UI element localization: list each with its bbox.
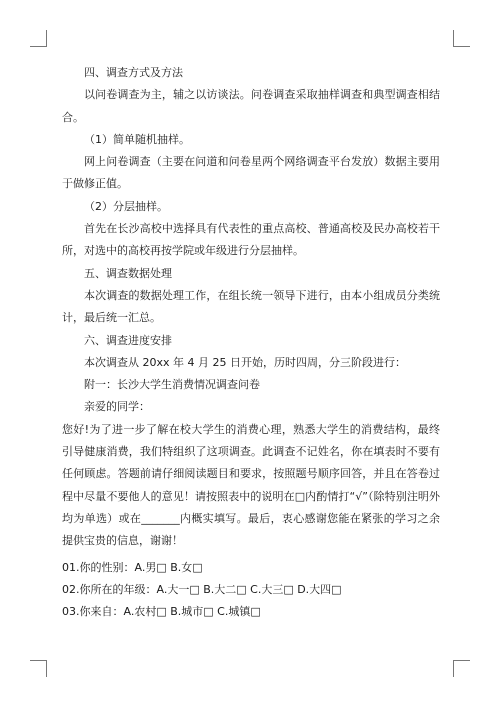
section-heading-schedule: 六、调查进度安排 bbox=[84, 333, 172, 347]
section-heading-data-processing: 五、调查数据处理 bbox=[84, 266, 172, 280]
subheading-random-sampling: （1）简单随机抽样。 bbox=[84, 132, 190, 146]
crop-mark-top-right bbox=[453, 30, 470, 47]
paragraph-data-processing: 本次调查的数据处理工作，在组长统一领导下进行，由本小组成员分类统计，最后统一汇总。 bbox=[62, 288, 440, 325]
question-origin: 03.你来自：A.农村□ B.城市□ C.城镇□ bbox=[62, 605, 261, 619]
document-body bbox=[62, 62, 440, 623]
paragraph-instructions: 您好!为了进一步了解在校大学生的消费心理，熟悉大学生的消费结构，最终引导健康消费，我们特组织了这项调查。此调查不记姓名，你在填表时不要有任何顾虑。答题前请仔细阅读题目和要求，按照题号顺序回答，并且在答卷过程中尽量不要他人的意见！请按照表中的说明在□内酌情打“√”（除特别注明外均为单选）或在_______内概实填写。最后，衷心感谢您能在紧张的学习之余提供宝贵的信息，谢谢！ bbox=[62, 422, 440, 548]
paragraph-methods: 以问卷调查为主，辅之以访谈法。问卷调查采取抽样调查和典型调查相结合。 bbox=[62, 88, 440, 124]
section-heading-methods: 四、调查方式及方法 bbox=[84, 66, 183, 79]
greeting: 亲爱的同学： bbox=[84, 400, 150, 414]
question-grade: 02.你所在的年级：A.大一□ B.大二□ C.大三□ D.大四□ bbox=[62, 582, 342, 596]
crop-mark-bottom-left bbox=[30, 660, 47, 677]
crop-mark-bottom-right bbox=[453, 660, 470, 677]
paragraph-schedule: 本次调查从 20xx 年 4 月 25 日开始，历时四周，分三阶段进行： bbox=[84, 355, 406, 369]
crop-mark-top-left bbox=[30, 30, 47, 47]
appendix-title: 附一：长沙大学生消费情况调查问卷 bbox=[84, 378, 260, 392]
question-gender: 01.你的性别：A.男□ B.女□ bbox=[62, 560, 203, 574]
paragraph-stratified: 首先在长沙高校中选择具有代表性的重点高校、普通高校及民办高校若干所，对选中的高校再按学院或年级进行分层抽样。 bbox=[62, 222, 440, 258]
paragraph-online-survey: 网上问卷调查（主要在问道和问卷星两个网络调查平台发放）数据主要用于做修正值。 bbox=[62, 155, 440, 191]
subheading-stratified-sampling: （2）分层抽样。 bbox=[84, 199, 168, 213]
